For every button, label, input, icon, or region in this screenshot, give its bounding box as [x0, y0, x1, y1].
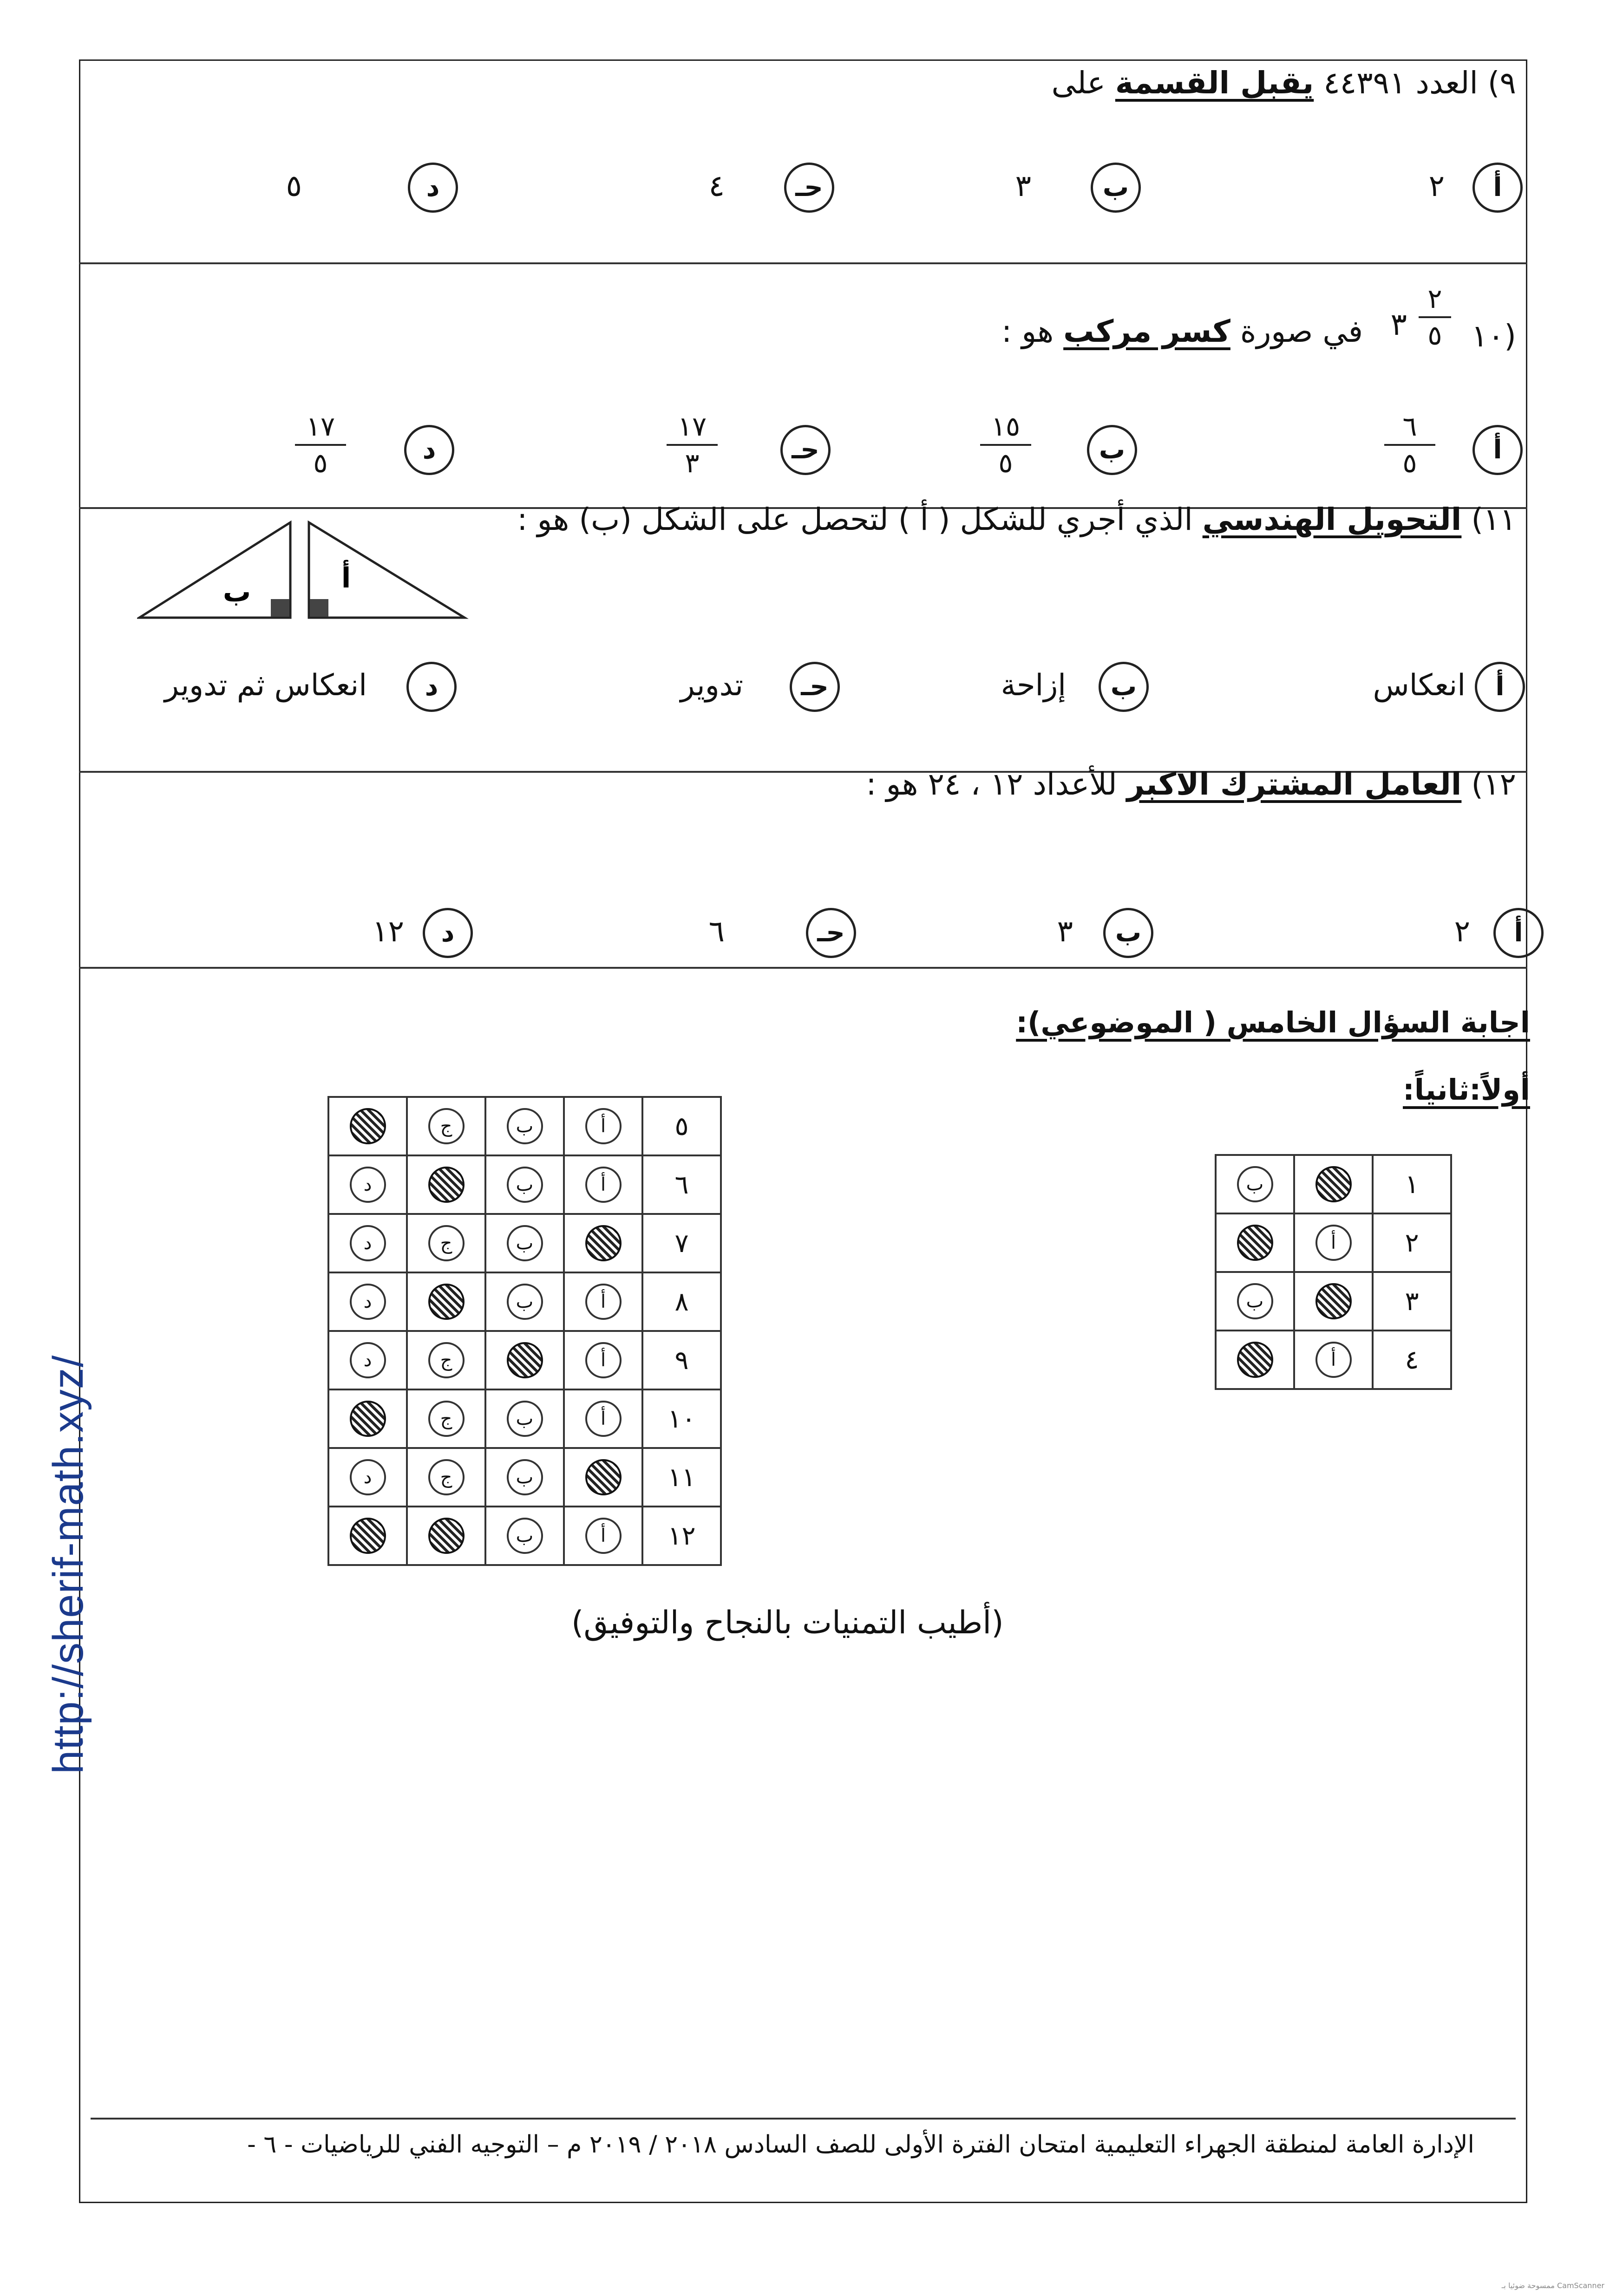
bubble-cell — [407, 1214, 485, 1272]
answer-row — [1216, 1213, 1451, 1272]
closing-wishes: (أطيب التمنيات بالنجاح والتوفيق) — [571, 1605, 1004, 1641]
bubble-cell — [328, 1507, 407, 1565]
bubble-cell — [328, 1155, 407, 1214]
question-number-cell: ١٢ — [642, 1507, 721, 1565]
q11-key: التحويل الهندسي — [1202, 502, 1462, 537]
q12-option-b-circle[interactable]: ب — [1103, 908, 1153, 958]
q9-option-d-value: ٥ — [286, 169, 302, 203]
shape-b — [139, 522, 290, 618]
q9-prefix: ٩) العدد ٤٤٣٩١ — [1323, 65, 1516, 101]
footer-divider — [91, 2118, 1516, 2120]
q12-option-a-circle[interactable]: أ — [1493, 908, 1544, 958]
filled-answer-bubble[interactable] — [585, 1225, 622, 1261]
answer-bubble[interactable]: ب — [507, 1108, 543, 1144]
answer-bubble[interactable]: د — [350, 1459, 386, 1495]
bubble-cell — [485, 1272, 564, 1331]
answer-row — [328, 1389, 721, 1448]
q9-suffix: على — [1051, 65, 1106, 101]
bubble-cell — [564, 1272, 642, 1331]
answer-bubble[interactable]: ج — [428, 1225, 465, 1261]
question-number-cell: ١ — [1373, 1155, 1451, 1213]
answers-title: اجابة السؤال الخامس ( الموضوعي): — [1016, 1005, 1530, 1039]
answer-bubble[interactable]: د — [350, 1225, 386, 1261]
answer-bubble[interactable]: أ — [585, 1518, 622, 1554]
answer-row — [328, 1272, 721, 1331]
fraction-denominator: ٣ — [685, 447, 700, 479]
answer-bubble[interactable]: ب — [507, 1401, 543, 1437]
q10-option-d-fraction — [295, 411, 346, 478]
filled-answer-bubble[interactable] — [428, 1167, 465, 1203]
bubble-cell — [485, 1389, 564, 1448]
answer-bubble[interactable]: ب — [507, 1225, 543, 1261]
bubble-cell — [328, 1097, 407, 1155]
question-number-cell: ١١ — [642, 1448, 721, 1507]
bubble-cell — [485, 1214, 564, 1272]
question-11-stem — [517, 502, 1516, 537]
question-number-cell: ٨ — [642, 1272, 721, 1331]
bubble-cell — [407, 1155, 485, 1214]
bubble-cell — [328, 1331, 407, 1389]
bubble-cell — [1294, 1213, 1373, 1272]
filled-answer-bubble[interactable] — [1315, 1283, 1352, 1319]
filled-answer-bubble[interactable] — [428, 1518, 465, 1554]
bubble-cell — [1294, 1155, 1373, 1213]
figure-label-b: ب — [223, 576, 251, 608]
answer-bubble[interactable]: ب — [507, 1284, 543, 1320]
q12-option-c-circle[interactable]: حـ — [806, 908, 856, 958]
watermark-link[interactable]: http://sherif-math.xyz/ — [45, 1355, 92, 1774]
answer-bubble[interactable]: أ — [585, 1342, 622, 1378]
answer-bubble[interactable]: ج — [428, 1459, 465, 1495]
answer-bubble[interactable]: د — [350, 1284, 386, 1320]
question-number-cell: ٧ — [642, 1214, 721, 1272]
divider — [79, 262, 1527, 264]
answer-row — [328, 1214, 721, 1272]
q10-option-a-circle[interactable]: أ — [1472, 425, 1523, 475]
q9-option-b-value: ٣ — [1015, 169, 1031, 203]
answer-row — [328, 1097, 721, 1155]
bubble-cell — [1216, 1155, 1294, 1213]
answer-table-second — [327, 1096, 722, 1566]
right-angle-b — [271, 599, 289, 617]
filled-answer-bubble[interactable] — [350, 1518, 386, 1554]
bubble-cell — [564, 1389, 642, 1448]
q11-option-d-circle[interactable]: د — [406, 662, 457, 712]
q10-option-d-circle[interactable]: د — [404, 425, 454, 475]
bubble-cell — [407, 1097, 485, 1155]
q11-option-c-circle[interactable]: حـ — [790, 662, 840, 712]
bubble-cell — [485, 1507, 564, 1565]
q10-key: كسر مركب — [1063, 313, 1230, 349]
q9-option-b-circle[interactable]: ب — [1091, 163, 1141, 213]
question-number-cell: ٣ — [1373, 1272, 1451, 1331]
bubble-cell — [485, 1448, 564, 1507]
answer-table-first — [1215, 1154, 1452, 1390]
answer-bubble[interactable]: ج — [428, 1401, 465, 1437]
bubble-cell — [564, 1097, 642, 1155]
bubble-cell — [564, 1331, 642, 1389]
fraction-denominator: ٥ — [998, 447, 1013, 479]
answer-row — [328, 1448, 721, 1507]
q11-option-c-value: تدوير — [680, 668, 743, 703]
q11-option-a-value: انعكاس — [1373, 668, 1466, 703]
question-10-stem — [1001, 279, 1516, 372]
fraction-numerator: ١٧ — [306, 411, 335, 442]
q11-rest: الذي أجري للشكل ( أ ) لتحصل على الشكل (ب) هو : — [517, 502, 1193, 537]
answer-bubble[interactable]: أ — [1315, 1225, 1352, 1261]
q11-number: ١١) — [1471, 502, 1516, 537]
q11-option-d-value: انعكاس ثم تدوير — [164, 668, 367, 703]
bubble-cell — [1294, 1272, 1373, 1331]
bubble-cell — [407, 1507, 485, 1565]
q9-key: يقبل القسمة — [1115, 65, 1314, 101]
fraction-bar — [667, 444, 718, 446]
filled-answer-bubble[interactable] — [507, 1342, 543, 1378]
bubble-cell — [407, 1331, 485, 1389]
question-number-cell: ١٠ — [642, 1389, 721, 1448]
q10-option-c-fraction — [667, 411, 718, 478]
fraction-denominator: ٥ — [1402, 447, 1417, 479]
bubble-cell — [328, 1272, 407, 1331]
answer-bubble[interactable]: ب — [507, 1518, 543, 1554]
bubble-cell — [328, 1389, 407, 1448]
q9-option-a-value: ٢ — [1428, 169, 1445, 203]
fraction-bar — [295, 444, 346, 446]
bubble-cell — [1216, 1213, 1294, 1272]
answer-bubble[interactable]: ب — [1237, 1283, 1273, 1319]
answer-bubble[interactable]: د — [350, 1167, 386, 1203]
scan-tag: CamScanner ممسوحة ضوئيا بـ — [1501, 2281, 1604, 2290]
question-number-cell: ٢ — [1373, 1213, 1451, 1272]
fraction-bar — [1384, 444, 1435, 446]
answer-bubble[interactable]: أ — [1315, 1342, 1352, 1378]
filled-answer-bubble[interactable] — [428, 1284, 465, 1320]
fraction-bar — [1419, 316, 1451, 318]
bubble-cell — [564, 1214, 642, 1272]
answer-bubble[interactable]: ب — [1237, 1166, 1273, 1202]
bubble-cell — [564, 1507, 642, 1565]
bubble-cell — [485, 1097, 564, 1155]
q9-option-c-value: ٤ — [708, 169, 725, 203]
bubble-cell — [485, 1155, 564, 1214]
q10-prefix: في صورة — [1240, 313, 1363, 349]
bubble-cell — [564, 1448, 642, 1507]
q10-number: ١٠) — [1471, 318, 1516, 354]
transformation-figure — [137, 518, 476, 625]
q10-option-c-circle[interactable]: حـ — [780, 425, 831, 475]
page-frame — [79, 59, 1527, 2203]
answer-bubble[interactable]: ج — [428, 1108, 465, 1144]
q12-option-d-circle[interactable]: د — [423, 908, 473, 958]
q11-option-b-circle[interactable]: ب — [1099, 662, 1149, 712]
q10-mixed-whole: ٣ — [1390, 307, 1407, 342]
q12-option-c-value: ٦ — [708, 914, 725, 949]
bubble-cell — [485, 1331, 564, 1389]
question-12-stem — [866, 766, 1516, 802]
q10-stem-text — [1001, 313, 1363, 349]
fraction-numerator: ١٧ — [677, 411, 707, 442]
right-angle-a — [310, 599, 328, 617]
q12-key: العامل المشترك الاكبر — [1126, 766, 1462, 802]
question-9-stem — [1052, 65, 1516, 101]
question-number-cell: ٤ — [1373, 1331, 1451, 1389]
q11-option-a-circle[interactable]: أ — [1475, 662, 1525, 712]
q12-option-a-value: ٢ — [1454, 914, 1470, 949]
figure-label-a: أ — [341, 562, 351, 594]
divider — [79, 967, 1527, 969]
q12-option-b-value: ٣ — [1057, 914, 1073, 949]
q10-option-b-fraction — [980, 411, 1031, 478]
bubble-cell — [407, 1448, 485, 1507]
question-number-cell: ٥ — [642, 1097, 721, 1155]
answer-bubble[interactable]: ب — [507, 1167, 543, 1203]
answer-row — [328, 1331, 721, 1389]
filled-answer-bubble[interactable] — [1315, 1166, 1352, 1202]
question-number-cell: ٩ — [642, 1331, 721, 1389]
answer-bubble[interactable]: د — [350, 1342, 386, 1378]
answer-bubble[interactable]: أ — [585, 1284, 622, 1320]
q9-option-c-circle[interactable]: حـ — [784, 163, 834, 213]
bubble-cell — [407, 1389, 485, 1448]
bubble-cell — [1294, 1331, 1373, 1389]
bubble-cell — [328, 1214, 407, 1272]
answer-bubble[interactable]: أ — [585, 1167, 622, 1203]
answer-bubble[interactable]: أ — [585, 1401, 622, 1437]
footer-text: الإدارة العامة لمنطقة الجهراء التعليمية امتحان الفترة الأولى للصف السادس ٢٠١٨ / ٢٠١٩ م – التوجيه الفني للرياضيات - ٦ - — [247, 2131, 1474, 2159]
shape-a — [309, 522, 465, 618]
q10-option-b-circle[interactable]: ب — [1087, 425, 1137, 475]
q9-option-d-circle[interactable]: د — [408, 163, 458, 213]
bubble-cell — [564, 1155, 642, 1214]
fraction-numerator: ٦ — [1402, 411, 1417, 442]
q12-number: ١٢) — [1471, 766, 1516, 802]
filled-answer-bubble[interactable] — [585, 1459, 622, 1495]
filled-answer-bubble[interactable] — [1237, 1342, 1273, 1378]
answer-bubble[interactable]: ب — [507, 1459, 543, 1495]
filled-answer-bubble[interactable] — [1237, 1225, 1273, 1261]
fraction-numerator: ١٥ — [991, 411, 1021, 442]
answer-bubble[interactable]: أ — [585, 1108, 622, 1144]
q9-option-a-circle[interactable]: أ — [1472, 163, 1523, 213]
filled-answer-bubble[interactable] — [350, 1108, 386, 1144]
q10-option-a-fraction — [1384, 411, 1435, 478]
q10-mixed-num: ٢ — [1427, 283, 1442, 314]
bubble-cell — [328, 1448, 407, 1507]
answers-subtitle: أولاً:ثانياً: — [1403, 1073, 1530, 1107]
answer-bubble[interactable]: ج — [428, 1342, 465, 1378]
answer-row — [328, 1155, 721, 1214]
q10-mixed-fraction — [1419, 283, 1451, 351]
q11-option-b-value: إزاحة — [1001, 668, 1066, 703]
bubble-cell — [1216, 1331, 1294, 1389]
fraction-bar — [980, 444, 1031, 446]
filled-answer-bubble[interactable] — [350, 1401, 386, 1437]
q12-rest: للأعداد ١٢ ، ٢٤ هو : — [866, 766, 1117, 802]
answer-row — [1216, 1155, 1451, 1213]
q10-suffix: هو : — [1001, 313, 1054, 349]
q10-mixed-den: ٥ — [1427, 319, 1442, 351]
fraction-denominator: ٥ — [313, 447, 328, 479]
bubble-cell — [1216, 1272, 1294, 1331]
answer-row — [328, 1507, 721, 1565]
question-number-cell: ٦ — [642, 1155, 721, 1214]
q12-option-d-value: ١٢ — [372, 914, 404, 949]
answer-row — [1216, 1331, 1451, 1389]
bubble-cell — [407, 1272, 485, 1331]
answer-row — [1216, 1272, 1451, 1331]
